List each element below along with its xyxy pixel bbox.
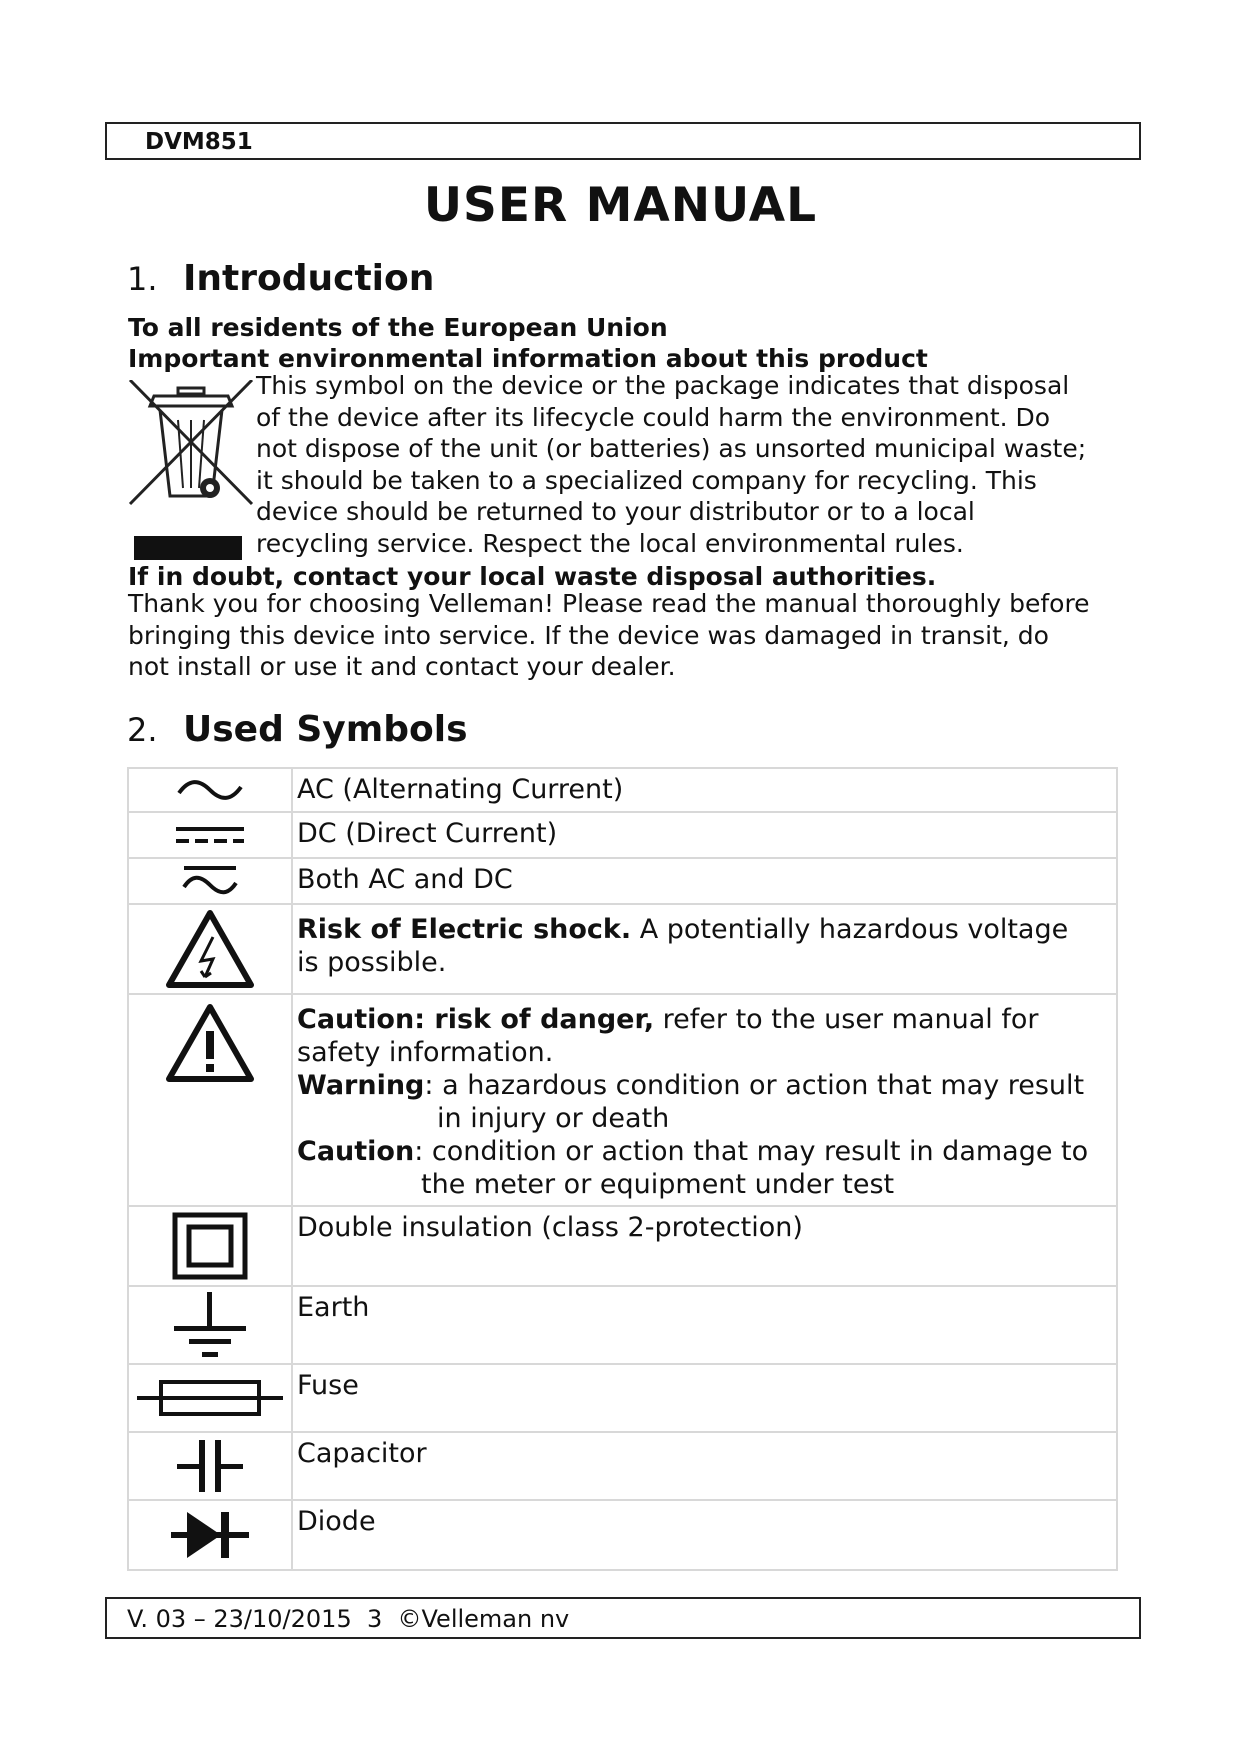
symbol-description: Capacitor bbox=[292, 1432, 1117, 1500]
text-line: This symbol on the device or the package indicates that disposal bbox=[256, 371, 1070, 400]
eu-heading: To all residents of the European Union bbox=[128, 313, 668, 342]
thanks-paragraph bbox=[128, 588, 1090, 683]
symbol-description: Earth bbox=[292, 1286, 1117, 1364]
electric-shock-warning-icon bbox=[128, 904, 292, 994]
table-row bbox=[128, 1432, 1117, 1500]
table-row bbox=[128, 812, 1117, 858]
section-title: Introduction bbox=[183, 258, 435, 299]
text: : condition or action that may result in damage to bbox=[414, 1136, 1089, 1167]
text-line: of the device after its lifecycle could harm the environment. Do bbox=[256, 402, 1051, 432]
text: is possible. bbox=[297, 947, 447, 978]
table-row bbox=[128, 1286, 1117, 1364]
doubt-line: If in doubt, contact your local waste disposal authorities. bbox=[128, 562, 937, 591]
bold-text: Caution bbox=[297, 1136, 415, 1167]
ac-dc-icon bbox=[128, 858, 292, 904]
table-row bbox=[128, 768, 1117, 812]
text-line: not install or use it and contact your dealer. bbox=[128, 652, 676, 681]
fuse-icon bbox=[128, 1364, 292, 1432]
bold-text: Risk of Electric shock. bbox=[297, 914, 632, 945]
section-heading-used-symbols bbox=[127, 709, 468, 750]
capacitor-icon bbox=[128, 1432, 292, 1500]
symbol-description: Fuse bbox=[292, 1364, 1117, 1432]
dc-icon bbox=[128, 812, 292, 858]
section-number: 2. bbox=[127, 711, 158, 749]
text-line: it should be taken to a specialized company for recycling. This bbox=[256, 465, 1037, 495]
diode-icon bbox=[128, 1500, 292, 1570]
text-line: recycling service. Respect the local environmental rules. bbox=[256, 528, 964, 558]
symbol-description: Diode bbox=[292, 1500, 1117, 1570]
table-row bbox=[128, 994, 1117, 1206]
footer-text: V. 03 – 23/10/2015 3 ©Velleman nv bbox=[127, 1605, 570, 1633]
weee-bin-icon bbox=[126, 380, 256, 560]
section-title: Used Symbols bbox=[183, 709, 468, 750]
text: : a hazardous condition or action that may result bbox=[424, 1070, 1085, 1101]
table-row bbox=[128, 1364, 1117, 1432]
symbol-description: Both AC and DC bbox=[292, 858, 1117, 904]
table-row bbox=[128, 904, 1117, 994]
table-row bbox=[128, 1206, 1117, 1286]
symbol-description: Double insulation (class 2-protection) bbox=[292, 1206, 1117, 1286]
section-number: 1. bbox=[127, 260, 158, 298]
section-heading-introduction bbox=[127, 258, 434, 299]
ac-icon bbox=[128, 768, 292, 812]
text: refer to the user manual for bbox=[654, 1004, 1039, 1035]
table-row bbox=[128, 858, 1117, 904]
text-line: device should be returned to your distributor or to a local bbox=[256, 497, 975, 526]
symbol-description bbox=[292, 904, 1117, 994]
text: A potentially hazardous voltage bbox=[631, 914, 1069, 945]
header-box bbox=[105, 122, 1141, 160]
environment-paragraph bbox=[256, 370, 1086, 559]
text: in injury or death bbox=[437, 1103, 670, 1134]
bold-text: Caution: risk of danger, bbox=[297, 1004, 655, 1035]
symbol-description: AC (Alternating Current) bbox=[292, 768, 1117, 812]
symbol-description: DC (Direct Current) bbox=[292, 812, 1117, 858]
text: safety information. bbox=[297, 1037, 554, 1068]
text-line: bringing this device into service. If the device was damaged in transit, do bbox=[128, 620, 1049, 650]
bold-text: Warning bbox=[297, 1070, 425, 1101]
text: the meter or equipment under test bbox=[421, 1169, 895, 1200]
text-line: not dispose of the unit (or batteries) as unsorted municipal waste; bbox=[256, 434, 1087, 463]
text-line: Thank you for choosing Velleman! Please read the manual thoroughly before bbox=[128, 589, 1090, 618]
page-title: USER MANUAL bbox=[423, 178, 818, 233]
env-heading: Important environmental information about this product bbox=[128, 344, 928, 373]
symbol-description bbox=[292, 994, 1117, 1206]
table-row bbox=[128, 1500, 1117, 1570]
caution-warning-icon bbox=[128, 994, 292, 1206]
model-name: DVM851 bbox=[145, 129, 253, 155]
double-insulation-icon bbox=[128, 1206, 292, 1286]
earth-icon bbox=[128, 1286, 292, 1364]
footer-box bbox=[105, 1597, 1141, 1639]
symbols-table bbox=[127, 767, 1118, 1571]
